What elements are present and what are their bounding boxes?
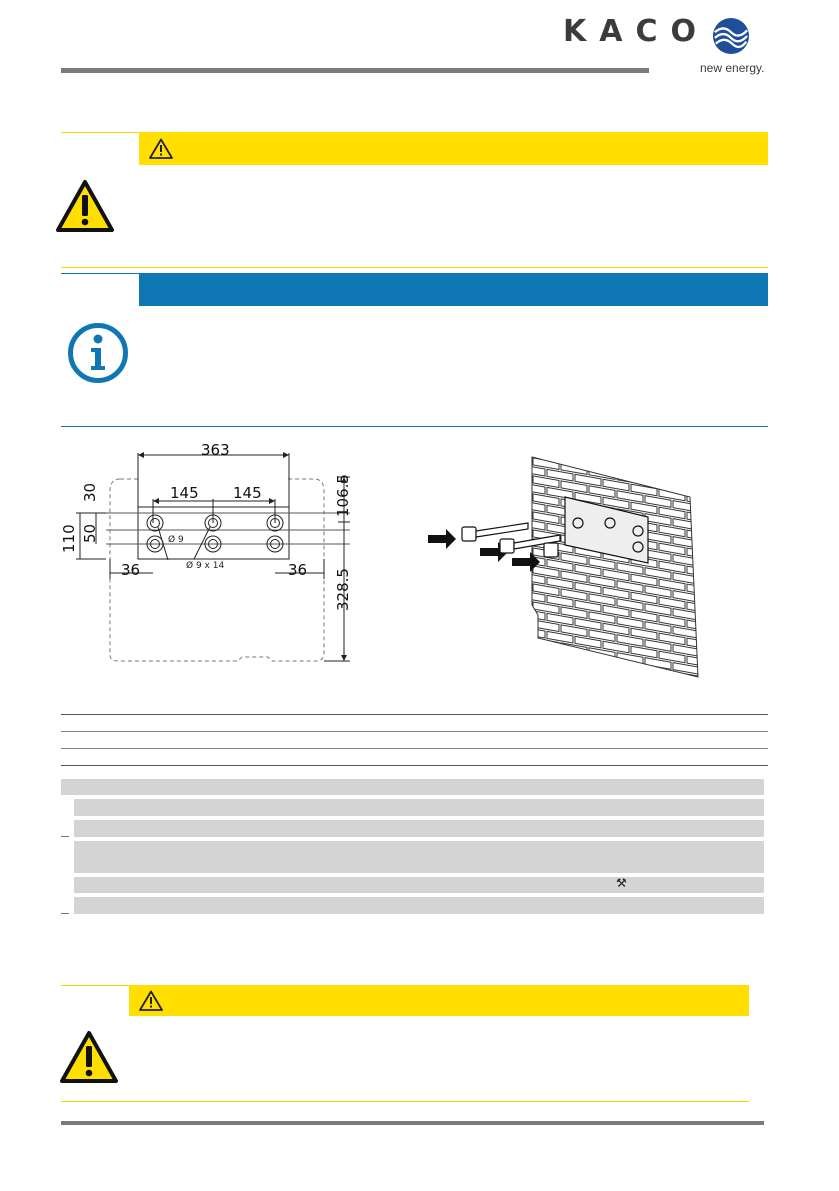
warning-triangle-small-icon bbox=[149, 138, 173, 159]
step-marker bbox=[61, 913, 69, 914]
logo-wordmark: KACO bbox=[563, 14, 709, 49]
warning-triangle-small-icon bbox=[139, 990, 163, 1011]
note-top-rule bbox=[61, 273, 139, 274]
warning-triangle-icon bbox=[59, 1030, 119, 1084]
caution-header-bar bbox=[139, 132, 768, 165]
procedure-step-row bbox=[74, 841, 764, 873]
warning-triangle-icon bbox=[55, 179, 115, 233]
procedure-header-row bbox=[61, 779, 764, 795]
header-rule bbox=[61, 68, 649, 73]
table-rule bbox=[61, 748, 768, 749]
procedure-step-row bbox=[74, 897, 764, 914]
dim-overall-width: 363 bbox=[201, 441, 230, 459]
dim-hole-diameter: Ø 9 bbox=[168, 535, 184, 545]
note-header-bar bbox=[139, 273, 768, 306]
dim-total-height-left: 110 bbox=[60, 524, 78, 553]
dim-slot-size: Ø 9 x 14 bbox=[186, 561, 225, 571]
footer-rule bbox=[61, 1121, 764, 1125]
logo-tagline: new energy. bbox=[700, 61, 765, 75]
procedure-step-row bbox=[74, 877, 764, 893]
tool-icon: ⚒ bbox=[616, 876, 627, 890]
info-icon bbox=[67, 322, 129, 384]
procedure-step-row bbox=[74, 820, 764, 837]
callout-bottom-rule bbox=[61, 1101, 749, 1102]
table-rule bbox=[61, 765, 768, 766]
callout-top-rule bbox=[61, 132, 139, 133]
table-rule bbox=[61, 731, 768, 732]
callout-bottom-rule bbox=[61, 267, 768, 268]
dim-row-spacing: 50 bbox=[81, 523, 99, 543]
dim-top-right: 106.5 bbox=[334, 474, 352, 517]
step-marker bbox=[61, 836, 69, 837]
wall-mounting-illustration bbox=[420, 455, 700, 680]
dim-top-offset: 30 bbox=[81, 482, 99, 502]
dim-edge-left: 36 bbox=[121, 561, 141, 579]
procedure-step-row bbox=[74, 799, 764, 816]
dim-hole-spacing-left: 145 bbox=[170, 484, 199, 502]
callout-top-rule bbox=[61, 985, 129, 986]
kaco-globe-logo-icon bbox=[712, 17, 750, 55]
table-rule bbox=[61, 714, 768, 715]
note-bottom-rule bbox=[61, 426, 768, 427]
caution-header-bar-2 bbox=[129, 985, 749, 1016]
dim-hole-spacing-right: 145 bbox=[233, 484, 262, 502]
dim-bottom-right: 328.5 bbox=[334, 568, 352, 611]
mounting-bracket-dimension-drawing bbox=[58, 435, 368, 670]
dim-edge-right: 36 bbox=[288, 561, 308, 579]
